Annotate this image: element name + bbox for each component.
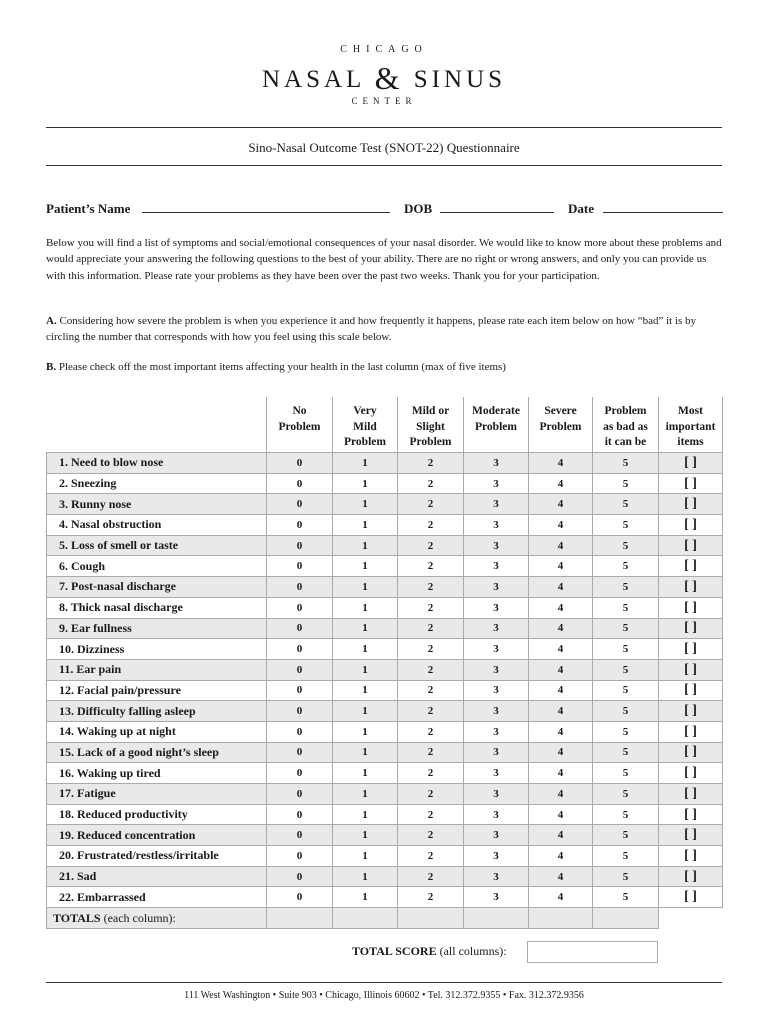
score-option[interactable]: 5	[593, 721, 659, 742]
score-option[interactable]: 4	[529, 866, 593, 887]
column-header-line: Problem	[409, 436, 452, 448]
score-option[interactable]: 0	[267, 515, 333, 536]
score-option[interactable]: 5	[593, 866, 659, 887]
item-label: 14. Waking up at night	[47, 721, 267, 742]
table-row	[47, 473, 723, 494]
table-row	[47, 784, 723, 805]
score-option[interactable]: 5	[593, 618, 659, 639]
score-option[interactable]: 3	[464, 659, 529, 680]
score-option[interactable]: 2	[398, 701, 464, 722]
score-option[interactable]: 5	[593, 680, 659, 701]
score-option[interactable]: 5	[593, 577, 659, 598]
table-row	[47, 515, 723, 536]
total-score-bold: TOTAL SCORE	[352, 944, 437, 958]
column-header-6	[659, 397, 723, 453]
column-total-cell[interactable]	[593, 908, 659, 929]
patient-name-field[interactable]	[142, 212, 390, 213]
column-header-line: Severe	[544, 405, 577, 417]
score-option[interactable]: 4	[529, 680, 593, 701]
logo-word-right: SINUS	[413, 66, 507, 93]
score-option[interactable]: 4	[529, 473, 593, 494]
important-checkbox[interactable]: [ ]	[659, 804, 723, 825]
score-option[interactable]: 2	[398, 494, 464, 515]
column-header-line: important	[665, 420, 716, 433]
instruction-b-text: Please check off the most important items affecting your health in the last column (max of five items)	[56, 361, 506, 373]
logo-ampersand: &	[374, 60, 404, 96]
important-checkbox[interactable]: [ ]	[659, 763, 723, 784]
total-score-box[interactable]	[527, 941, 658, 963]
score-option[interactable]: 1	[333, 494, 398, 515]
item-label: 10. Dizziness	[47, 639, 267, 660]
score-option[interactable]: 5	[593, 535, 659, 556]
item-label: 6. Cough	[47, 556, 267, 577]
totals-empty	[659, 908, 723, 929]
score-option[interactable]: 4	[529, 515, 593, 536]
item-label: 7. Post-nasal discharge	[47, 577, 267, 598]
score-option[interactable]: 4	[529, 701, 593, 722]
score-option[interactable]: 4	[529, 804, 593, 825]
score-option[interactable]: 0	[267, 618, 333, 639]
score-option[interactable]: 1	[333, 515, 398, 536]
score-option[interactable]: 5	[593, 804, 659, 825]
column-header-2	[398, 397, 464, 453]
totals-label	[47, 908, 267, 929]
item-label: 18. Reduced productivity	[47, 804, 267, 825]
score-option[interactable]: 5	[593, 846, 659, 867]
score-option[interactable]: 2	[398, 784, 464, 805]
column-total-cell[interactable]	[529, 908, 593, 929]
total-score-rest: (all columns):	[436, 944, 507, 958]
score-option[interactable]: 3	[464, 597, 529, 618]
score-option[interactable]: 2	[398, 887, 464, 908]
item-label: 4. Nasal obstruction	[47, 515, 267, 536]
score-option[interactable]: 2	[398, 721, 464, 742]
table-row	[47, 763, 723, 784]
item-label: 12. Facial pain/pressure	[47, 680, 267, 701]
table-row	[47, 701, 723, 722]
instruction-a	[46, 313, 726, 346]
item-label: 20. Frustrated/restless/irritable	[47, 846, 267, 867]
column-header-line: items	[677, 436, 704, 448]
important-checkbox[interactable]: [ ]	[659, 494, 723, 515]
score-option[interactable]: 1	[333, 742, 398, 763]
column-header-line: Problem	[539, 420, 582, 433]
header-blank	[47, 397, 267, 453]
score-option[interactable]: 3	[464, 846, 529, 867]
score-option[interactable]: 3	[464, 535, 529, 556]
important-checkbox[interactable]: [ ]	[659, 556, 723, 577]
score-option[interactable]: 0	[267, 473, 333, 494]
score-option[interactable]: 3	[464, 515, 529, 536]
item-label: 16. Waking up tired	[47, 763, 267, 784]
score-option[interactable]: 3	[464, 680, 529, 701]
score-option[interactable]: 1	[333, 597, 398, 618]
header-rule-top	[46, 127, 722, 128]
score-option[interactable]: 0	[267, 804, 333, 825]
score-option[interactable]: 3	[464, 494, 529, 515]
important-checkbox[interactable]: [ ]	[659, 618, 723, 639]
intro-paragraph: Below you will find a list of symptoms and social/emotional consequences of your nasal disorder. We would like to know more about these problems and would appreciate your answering the following questions to the best of your ability. There are no right or wrong answers, and only you can provide us with this information. Please rate your problems as they have been over the past two weeks. Thank you for your participation.	[46, 237, 722, 282]
score-option[interactable]: 1	[333, 453, 398, 474]
score-option[interactable]: 3	[464, 618, 529, 639]
score-option[interactable]: 5	[593, 494, 659, 515]
important-checkbox[interactable]: [ ]	[659, 866, 723, 887]
table-row	[47, 577, 723, 598]
score-option[interactable]: 1	[333, 473, 398, 494]
item-label: 11. Ear pain	[47, 659, 267, 680]
score-option[interactable]: 0	[267, 535, 333, 556]
score-option[interactable]: 5	[593, 784, 659, 805]
item-label: 15. Lack of a good night’s sleep	[47, 742, 267, 763]
column-header-5	[593, 397, 659, 453]
item-label: 17. Fatigue	[47, 784, 267, 805]
score-option[interactable]: 0	[267, 680, 333, 701]
score-option[interactable]: 5	[593, 887, 659, 908]
score-option[interactable]: 5	[593, 701, 659, 722]
important-checkbox[interactable]: [ ]	[659, 597, 723, 618]
table-row	[47, 846, 723, 867]
score-option[interactable]: 1	[333, 721, 398, 742]
column-header-line: Very	[353, 405, 377, 417]
table-row	[47, 659, 723, 680]
score-option[interactable]: 3	[464, 866, 529, 887]
score-option[interactable]: 2	[398, 825, 464, 846]
score-option[interactable]: 4	[529, 784, 593, 805]
score-option[interactable]: 3	[464, 701, 529, 722]
score-option[interactable]: 1	[333, 846, 398, 867]
score-option[interactable]: 3	[464, 556, 529, 577]
instruction-b-marker: B.	[46, 361, 57, 373]
item-label: 5. Loss of smell or taste	[47, 535, 267, 556]
score-option[interactable]: 2	[398, 515, 464, 536]
important-checkbox[interactable]: [ ]	[659, 680, 723, 701]
snot22-table	[46, 397, 723, 929]
important-checkbox[interactable]: [ ]	[659, 742, 723, 763]
table-row	[47, 639, 723, 660]
item-label: 8. Thick nasal discharge	[47, 597, 267, 618]
score-option[interactable]: 2	[398, 804, 464, 825]
score-option[interactable]: 0	[267, 721, 333, 742]
instruction-b	[46, 359, 726, 375]
score-option[interactable]: 1	[333, 639, 398, 660]
important-checkbox[interactable]: [ ]	[659, 701, 723, 722]
score-option[interactable]: 3	[464, 825, 529, 846]
column-header-line: it can be	[604, 436, 647, 448]
score-option[interactable]: 4	[529, 659, 593, 680]
score-option[interactable]: 0	[267, 556, 333, 577]
score-option[interactable]: 2	[398, 846, 464, 867]
form-title: Sino-Nasal Outcome Test (SNOT-22) Questionnaire	[248, 140, 520, 155]
logo-subtitle: CENTER	[351, 96, 417, 106]
table-row	[47, 742, 723, 763]
table-row	[47, 494, 723, 515]
score-option[interactable]: 1	[333, 556, 398, 577]
item-label: 19. Reduced concentration	[47, 825, 267, 846]
table-row	[47, 866, 723, 887]
score-option[interactable]: 1	[333, 784, 398, 805]
score-option[interactable]: 0	[267, 701, 333, 722]
important-checkbox[interactable]: [ ]	[659, 577, 723, 598]
table-row	[47, 453, 723, 474]
score-option[interactable]: 0	[267, 825, 333, 846]
score-option[interactable]: 3	[464, 639, 529, 660]
score-option[interactable]: 4	[529, 597, 593, 618]
important-checkbox[interactable]: [ ]	[659, 473, 723, 494]
important-checkbox[interactable]: [ ]	[659, 515, 723, 536]
important-checkbox[interactable]: [ ]	[659, 453, 723, 474]
score-option[interactable]: 1	[333, 701, 398, 722]
score-option[interactable]: 3	[464, 577, 529, 598]
important-checkbox[interactable]: [ ]	[659, 721, 723, 742]
item-label: 2. Sneezing	[47, 473, 267, 494]
score-option[interactable]: 0	[267, 887, 333, 908]
score-option[interactable]: 1	[333, 577, 398, 598]
column-total-cell[interactable]	[464, 908, 529, 929]
important-checkbox[interactable]: [ ]	[659, 639, 723, 660]
score-option[interactable]: 2	[398, 556, 464, 577]
totals-label-bold: TOTALS	[53, 910, 101, 925]
score-option[interactable]: 0	[267, 742, 333, 763]
score-option[interactable]: 2	[398, 535, 464, 556]
score-option[interactable]: 0	[267, 763, 333, 784]
score-option[interactable]: 4	[529, 453, 593, 474]
score-option[interactable]: 4	[529, 577, 593, 598]
score-option[interactable]: 4	[529, 887, 593, 908]
item-label: 3. Runny nose	[47, 494, 267, 515]
important-checkbox[interactable]: [ ]	[659, 535, 723, 556]
score-option[interactable]: 3	[464, 453, 529, 474]
column-header-line: Mild	[353, 420, 377, 433]
logo-word-left: NASAL	[261, 66, 365, 93]
important-checkbox[interactable]: [ ]	[659, 784, 723, 805]
score-option[interactable]: 5	[593, 515, 659, 536]
score-option[interactable]: 4	[529, 494, 593, 515]
score-option[interactable]: 3	[464, 473, 529, 494]
score-option[interactable]: 2	[398, 742, 464, 763]
score-option[interactable]: 4	[529, 763, 593, 784]
table-row	[47, 535, 723, 556]
table-row	[47, 680, 723, 701]
score-option[interactable]: 1	[333, 680, 398, 701]
score-option[interactable]: 0	[267, 866, 333, 887]
column-header-3	[464, 397, 529, 453]
score-option[interactable]: 2	[398, 577, 464, 598]
column-header-line: Moderate	[472, 405, 520, 417]
score-option[interactable]: 3	[464, 742, 529, 763]
score-option[interactable]: 0	[267, 659, 333, 680]
score-option[interactable]: 2	[398, 659, 464, 680]
important-checkbox[interactable]: [ ]	[659, 825, 723, 846]
column-header-line: Slight	[416, 420, 445, 433]
score-option[interactable]: 2	[398, 597, 464, 618]
score-option[interactable]: 0	[267, 494, 333, 515]
totals-row	[47, 908, 723, 929]
score-option[interactable]: 4	[529, 618, 593, 639]
score-option[interactable]: 1	[333, 887, 398, 908]
score-option[interactable]: 1	[333, 825, 398, 846]
score-option[interactable]: 1	[333, 763, 398, 784]
footer-rule	[46, 982, 722, 983]
score-option[interactable]: 2	[398, 763, 464, 784]
item-label: 13. Difficulty falling asleep	[47, 701, 267, 722]
column-header-line: No	[292, 405, 307, 417]
column-header-4	[529, 397, 593, 453]
footer-address: 111 West Washington • Suite 903 • Chicago, Illinois 60602 • Tel. 312.372.9355 • Fax. 312.372.9356	[184, 990, 584, 1001]
score-option[interactable]: 2	[398, 453, 464, 474]
table-row	[47, 804, 723, 825]
column-header-line: Problem	[475, 420, 517, 433]
score-option[interactable]: 3	[464, 763, 529, 784]
column-total-cell[interactable]	[333, 908, 398, 929]
table-row	[47, 887, 723, 908]
date-label: Date	[568, 201, 594, 216]
score-option[interactable]: 4	[529, 846, 593, 867]
score-option[interactable]: 2	[398, 680, 464, 701]
score-option[interactable]: 4	[529, 556, 593, 577]
score-option[interactable]: 5	[593, 473, 659, 494]
patient-name-label: Patient’s Name	[46, 201, 131, 216]
score-option[interactable]: 4	[529, 742, 593, 763]
dob-label: DOB	[404, 201, 433, 216]
score-option[interactable]: 4	[529, 639, 593, 660]
score-option[interactable]: 3	[464, 804, 529, 825]
score-option[interactable]: 3	[464, 721, 529, 742]
score-option[interactable]: 3	[464, 784, 529, 805]
score-option[interactable]: 2	[398, 618, 464, 639]
score-option[interactable]: 0	[267, 639, 333, 660]
score-option[interactable]: 0	[267, 784, 333, 805]
table-row	[47, 556, 723, 577]
score-option[interactable]: 5	[593, 825, 659, 846]
score-option[interactable]: 5	[593, 556, 659, 577]
column-header-1	[333, 397, 398, 453]
column-total-cell[interactable]	[267, 908, 333, 929]
score-option[interactable]: 1	[333, 804, 398, 825]
column-header-line: Mild or	[411, 405, 450, 417]
header-rule-bottom	[46, 165, 722, 166]
important-checkbox[interactable]: [ ]	[659, 887, 723, 908]
dob-field[interactable]	[440, 212, 554, 213]
instruction-a-text: Considering how severe the problem is when you experience it and how frequently it happens, please rate each item below on how “bad” it is by circling the number that corresponds with how you feel using this scale below.	[46, 315, 697, 344]
totals-label-rest: (each column):	[100, 910, 176, 925]
score-option[interactable]: 1	[333, 618, 398, 639]
score-option[interactable]: 0	[267, 577, 333, 598]
column-total-cell[interactable]	[398, 908, 464, 929]
score-option[interactable]: 0	[267, 453, 333, 474]
score-option[interactable]: 2	[398, 473, 464, 494]
table-row	[47, 597, 723, 618]
score-option[interactable]: 1	[333, 659, 398, 680]
score-option[interactable]: 0	[267, 846, 333, 867]
score-option[interactable]: 5	[593, 453, 659, 474]
table-row	[47, 721, 723, 742]
important-checkbox[interactable]: [ ]	[659, 659, 723, 680]
score-option[interactable]: 2	[398, 866, 464, 887]
score-option[interactable]: 1	[333, 866, 398, 887]
column-header-line: Problem	[604, 405, 647, 417]
column-header-line: Problem	[344, 436, 386, 448]
score-option[interactable]: 5	[593, 659, 659, 680]
score-option[interactable]: 2	[398, 639, 464, 660]
column-header-0	[267, 397, 333, 453]
item-label: 21. Sad	[47, 866, 267, 887]
table-row	[47, 618, 723, 639]
score-option[interactable]: 4	[529, 825, 593, 846]
item-label: 9. Ear fullness	[47, 618, 267, 639]
score-option[interactable]: 4	[529, 535, 593, 556]
total-score-label	[352, 944, 507, 959]
date-field[interactable]	[603, 212, 723, 213]
logo-city: CHICAGO	[340, 44, 428, 55]
instruction-a-marker: A.	[46, 315, 57, 327]
score-option[interactable]: 5	[593, 742, 659, 763]
logo-name	[0, 58, 768, 95]
column-header-line: Problem	[278, 420, 321, 433]
item-label: 22. Embarrassed	[47, 887, 267, 908]
score-option[interactable]: 5	[593, 597, 659, 618]
score-option[interactable]: 5	[593, 639, 659, 660]
score-option[interactable]: 4	[529, 721, 593, 742]
table-row	[47, 825, 723, 846]
column-header-line: Most	[678, 405, 703, 417]
column-header-line: as bad as	[603, 420, 648, 433]
score-option[interactable]: 0	[267, 597, 333, 618]
important-checkbox[interactable]: [ ]	[659, 846, 723, 867]
score-option[interactable]: 5	[593, 763, 659, 784]
item-label: 1. Need to blow nose	[47, 453, 267, 474]
score-option[interactable]: 3	[464, 887, 529, 908]
score-option[interactable]: 1	[333, 535, 398, 556]
